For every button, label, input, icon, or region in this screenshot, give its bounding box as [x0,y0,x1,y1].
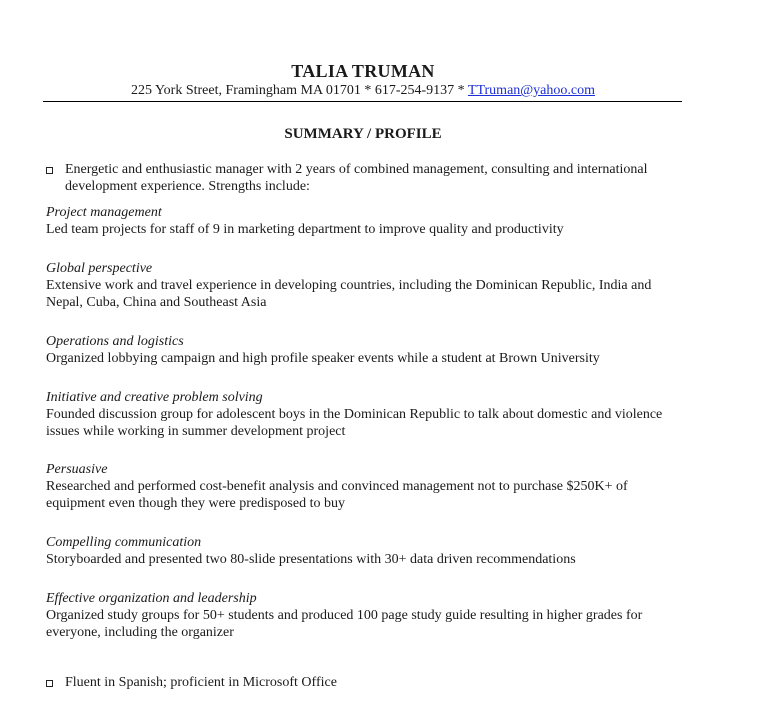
summary-intro-text: Energetic and enthusiastic manager with 2 years of combined management, consulting and international development experience. Strengths include: [65,162,648,194]
language-text: Fluent in Spanish; proficient in Microsoft Office [65,675,337,690]
skill-description: Founded discussion group for adolescent boys in the Dominican Republic to talk about domestic and violence issues while working in summer development project [46,407,663,439]
skill-description: Organized study groups for 50+ students and produced 100 page study guide resulting in higher grades for everyone, including the organizer [46,608,643,640]
skill-item [46,590,686,641]
skill-title: Persuasive [46,462,108,477]
candidate-name: TALIA TRUMAN [291,61,435,81]
skill-item [46,204,686,238]
checkbox-bullet-icon [46,167,53,174]
skill-title: Initiative and creative problem solving [46,390,263,405]
skill-description: Led team projects for staff of 9 in marketing department to improve quality and productivity [46,222,564,237]
skill-title: Effective organization and leadership [46,591,257,606]
header-divider [43,101,682,102]
skill-item [46,389,686,440]
skill-item [46,333,686,367]
skill-title: Operations and logistics [46,334,184,349]
skill-title: Compelling communication [46,535,202,550]
section-title-summary: SUMMARY / PROFILE [284,126,442,142]
skill-description: Researched and performed cost-benefit analysis and convinced management not to purchase $250K+ of equipment even though they were predisposed to buy [46,479,628,511]
skill-description: Organized lobbying campaign and high profile speaker events while a student at Brown University [46,351,600,366]
contact-address: 225 York Street, Framingham MA 01701 * 617-254-9137 * [130,83,468,98]
skill-description: Extensive work and travel experience in developing countries, including the Dominican Republic, India and Nepal, Cuba, China and Southeast Asia [46,278,652,310]
email-link[interactable]: TTruman@yahoo.com [467,83,595,98]
skill-description: Storyboarded and presented two 80-slide presentations with 30+ data driven recommendations [46,552,576,567]
contact-line [0,83,726,99]
checkbox-bullet-icon [46,680,53,687]
skill-item [46,461,686,512]
skill-item [46,260,686,311]
skill-item [46,534,686,568]
skill-title: Global perspective [46,261,153,276]
skill-title: Project management [46,205,162,220]
